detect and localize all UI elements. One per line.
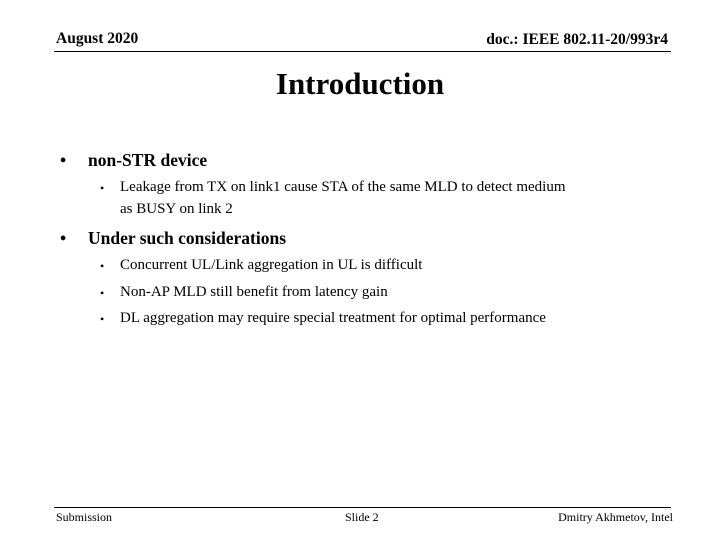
slide-title: Introduction (275, 66, 445, 101)
sub-bullet-icon: • (100, 259, 105, 273)
sub-bullet-text: Concurrent UL/Link aggregation in UL is difficult (120, 257, 423, 273)
sub-bullet-text-line1: Leakage from TX on link1 cause STA of the same MLD to detect medium (120, 179, 566, 195)
bullet-icon: • (60, 150, 67, 170)
header-divider (54, 51, 671, 52)
sub-bullet-text: DL aggregation may require special treatment for optimal performance (120, 310, 546, 326)
header-date: August 2020 (56, 30, 139, 47)
footer-slide-number: Slide 2 (345, 510, 379, 524)
footer-author: Dmitry Akhmetov, Intel (558, 510, 673, 524)
sub-bullet-text: Non-AP MLD still benefit from latency gain (120, 284, 388, 300)
bullet-text: non-STR device (88, 150, 208, 170)
sub-bullet-icon: • (100, 181, 105, 195)
footer-divider (54, 507, 671, 508)
footer-submission: Submission (56, 510, 113, 524)
sub-bullet-text-line2: as BUSY on link 2 (120, 201, 233, 217)
header-doc-id: doc.: IEEE 802.11-20/993r4 (486, 31, 668, 48)
sub-bullet-icon: • (100, 312, 105, 326)
bullet-text: Under such considerations (88, 228, 287, 248)
bullet-icon: • (60, 228, 67, 248)
sub-bullet-icon: • (100, 286, 105, 300)
